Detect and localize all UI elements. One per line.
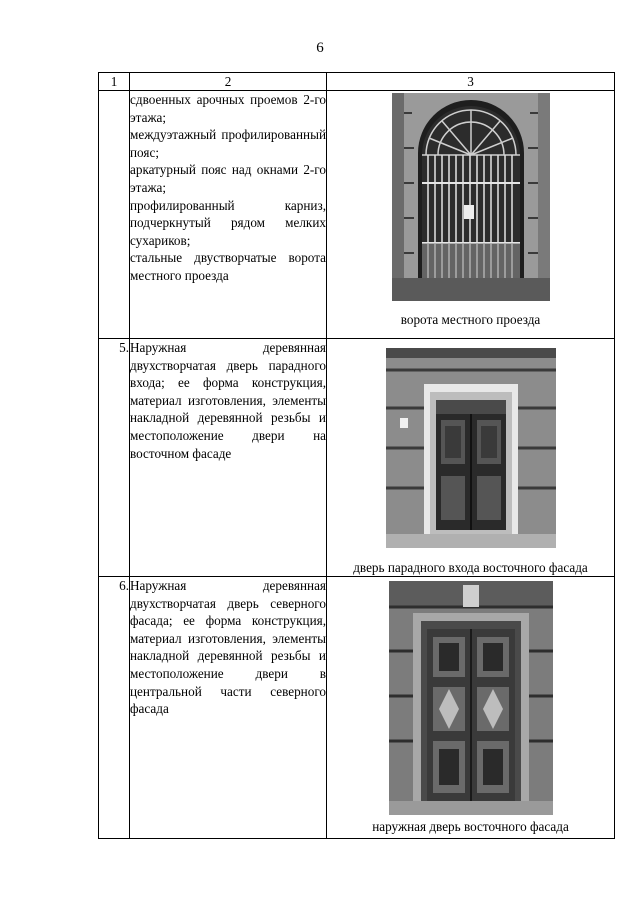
description-text: сдвоенных арочных проемов 2-го этажа; междуэтажный профилированный пояс; аркатурный пояс над окнами 2-го этажа; профилированный карниз, подчеркнутый рядом мелких сухариков; стальные двустворчатые ворота местного проезда: [130, 92, 326, 283]
column-header-2: 2: [130, 73, 327, 91]
table-row: [99, 577, 615, 839]
row-description: [130, 577, 327, 839]
photo-cell: [327, 577, 615, 839]
table-row: [99, 339, 615, 577]
column-header-1: 1: [99, 73, 130, 91]
front-door-photo-icon: [386, 348, 556, 548]
photo-caption: дверь парадного входа восточного фасада: [353, 560, 588, 575]
monument-elements-table: [98, 72, 615, 839]
photo-caption: ворота местного проезда: [400, 312, 541, 327]
row-number: 6.: [99, 577, 130, 839]
photo-cell: [327, 339, 615, 577]
row-description: [130, 339, 327, 577]
description-text: Наружная деревянная двухстворчатая дверь северного фасада; ее форма конструкция, материал изготовления, элементы накладной деревянной резьбы и местоположение двери в центральной части северного фасада: [130, 578, 326, 717]
photo-caption: наружная дверь восточного фасада: [372, 819, 569, 834]
column-header-3: 3: [327, 73, 615, 91]
table-row: [99, 91, 615, 339]
page-number: 6: [316, 40, 324, 56]
row-number: 5.: [99, 339, 130, 577]
north-door-photo-icon: [389, 581, 553, 815]
photo-cell: [327, 91, 615, 339]
gate-photo-icon: [392, 93, 550, 301]
row-number: [99, 91, 130, 339]
description-text: Наружная деревянная двухстворчатая дверь парадного входа; ее форма конструкция, материал изготовления, элементы накладной деревянной резьбы и местоположение двери на восточном фасаде: [130, 340, 326, 461]
row-description: [130, 91, 327, 339]
table-header-row: [99, 73, 615, 91]
